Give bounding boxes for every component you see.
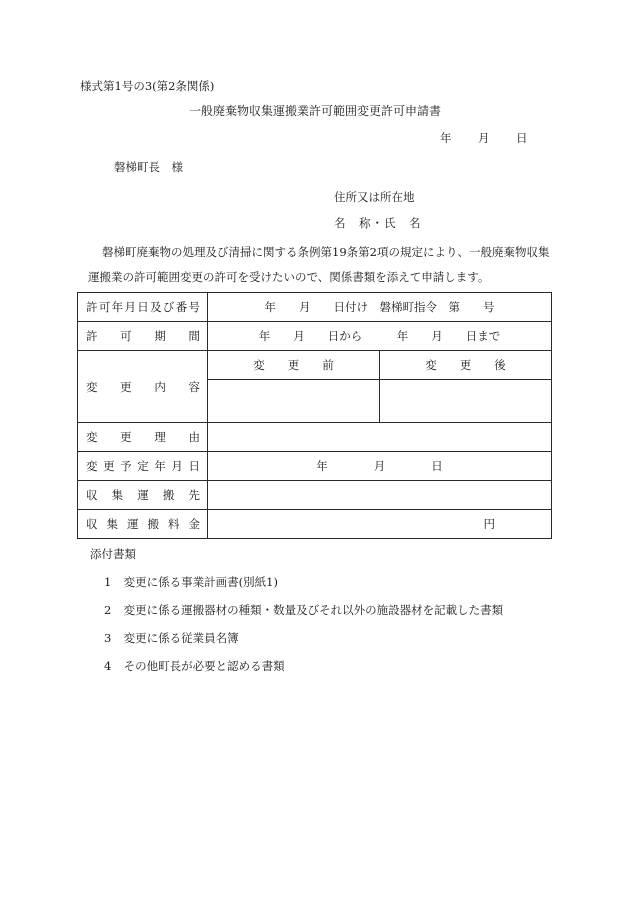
application-date	[440, 132, 528, 146]
field-fee[interactable]: 円	[208, 510, 552, 539]
label-char: 間	[188, 329, 200, 343]
label-char: 日	[188, 459, 200, 473]
label-permit-period	[78, 322, 208, 351]
row-change-content-header	[78, 351, 552, 380]
label-char: 可	[98, 300, 111, 314]
label-char: 内	[154, 379, 166, 394]
name-label: 名 称・氏 名	[334, 216, 422, 230]
application-table	[77, 292, 552, 539]
attachment-item	[104, 660, 285, 674]
attachment-number: 4	[104, 659, 112, 673]
label-char: 許	[86, 300, 98, 314]
attachment-number: 1	[104, 575, 112, 589]
label-permit-date-number	[78, 293, 208, 322]
label-char: 搬	[147, 517, 159, 531]
address-label: 住所又は所在地	[334, 190, 415, 204]
attachment-item	[104, 604, 503, 618]
row-change-reason	[78, 423, 552, 452]
attachment-text: 変更に係る従業員名簿	[123, 631, 239, 645]
label-char: 運	[127, 517, 139, 531]
label-char: び	[162, 300, 175, 314]
label-change-content	[78, 351, 208, 423]
label-char: 予	[120, 459, 132, 473]
cell-label-text	[78, 299, 207, 315]
attachment-item	[104, 576, 278, 590]
date-month: 月	[478, 131, 490, 145]
attachment-text: 変更に係る事業計画書(別紙1)	[123, 575, 278, 589]
label-char: 変	[86, 459, 98, 473]
value-change-date[interactable]: 年 月 日	[208, 452, 552, 481]
row-permit-date-number	[78, 293, 552, 322]
label-char: 運	[137, 488, 149, 502]
label-destination	[78, 481, 208, 510]
label-char: 収	[86, 488, 98, 502]
label-char: 定	[137, 459, 149, 473]
date-day: 日	[516, 131, 528, 145]
cell-label-text	[78, 516, 207, 532]
label-fee	[78, 510, 208, 539]
header-change-before: 変 更 前	[208, 351, 380, 380]
label-char: 可	[120, 329, 132, 343]
label-change-date	[78, 452, 208, 481]
form-number: 様式第1号の3(第2条関係)	[80, 79, 215, 93]
field-change-after[interactable]	[380, 380, 552, 423]
label-char: 期	[154, 329, 166, 343]
label-char: 更	[120, 379, 132, 394]
label-char: 号	[188, 300, 200, 314]
label-char: 搬	[162, 488, 175, 502]
cell-label-text	[78, 328, 207, 344]
attachment-item	[104, 632, 239, 646]
row-fee	[78, 510, 552, 539]
body-text-line-2: 運搬業の許可範囲変更の許可を受けたいので、関係書類を添えて申請します。	[88, 270, 490, 284]
label-char: 更	[120, 430, 132, 444]
attachment-number: 2	[104, 603, 112, 617]
label-char: 由	[188, 430, 200, 444]
cell-label-text	[78, 487, 207, 503]
date-year: 年	[440, 131, 452, 145]
cell-label-text	[78, 458, 207, 474]
label-char: 年	[111, 300, 124, 314]
label-char: 更	[103, 459, 115, 473]
label-char: 集	[106, 517, 118, 531]
cell-label-text	[78, 429, 207, 445]
addressee: 磐梯町長 様	[114, 160, 183, 174]
field-change-before[interactable]	[208, 380, 380, 423]
value-permit-period[interactable]: 年 月 日から 年 月 日まで	[208, 322, 552, 351]
row-permit-period	[78, 322, 552, 351]
document-title: 一般廃棄物収集運搬業許可範囲変更許可申請書	[188, 104, 441, 118]
label-char: 収	[86, 517, 98, 531]
label-char: 料	[168, 517, 180, 531]
label-char: 変	[86, 379, 98, 394]
label-change-reason	[78, 423, 208, 452]
value-permit-date-number[interactable]: 年 月 日付け 磐梯町指令 第 号	[208, 293, 552, 322]
attachments-title: 添付書類	[90, 547, 136, 561]
label-char: 年	[154, 459, 166, 473]
label-char: 月	[171, 459, 183, 473]
label-char: 日	[137, 300, 149, 314]
attachment-text: 変更に係る運搬器材の種類・数量及びそれ以外の施設器材を記載した書類	[123, 603, 504, 617]
cell-label-text	[78, 379, 207, 395]
row-destination	[78, 481, 552, 510]
body-text-line-1: 磐梯町廃棄物の処理及び清掃に関する条例第19条第2項の規定により、一般廃棄物収集	[102, 245, 550, 259]
label-char: 容	[188, 379, 200, 394]
field-destination[interactable]	[208, 481, 552, 510]
label-char: 理	[154, 430, 166, 444]
label-char: 変	[86, 430, 98, 444]
label-char: 番	[175, 300, 188, 314]
label-char: 金	[188, 517, 200, 531]
label-char: 及	[150, 300, 162, 314]
field-change-reason[interactable]	[208, 423, 552, 452]
attachment-text: その他町長が必要と認める書類	[123, 659, 285, 673]
header-change-after: 変 更 後	[380, 351, 552, 380]
attachment-number: 3	[104, 631, 112, 645]
label-char: 許	[86, 329, 98, 343]
row-change-date	[78, 452, 552, 481]
label-char: 先	[188, 488, 200, 502]
label-char: 月	[124, 300, 136, 314]
label-char: 集	[111, 488, 124, 502]
